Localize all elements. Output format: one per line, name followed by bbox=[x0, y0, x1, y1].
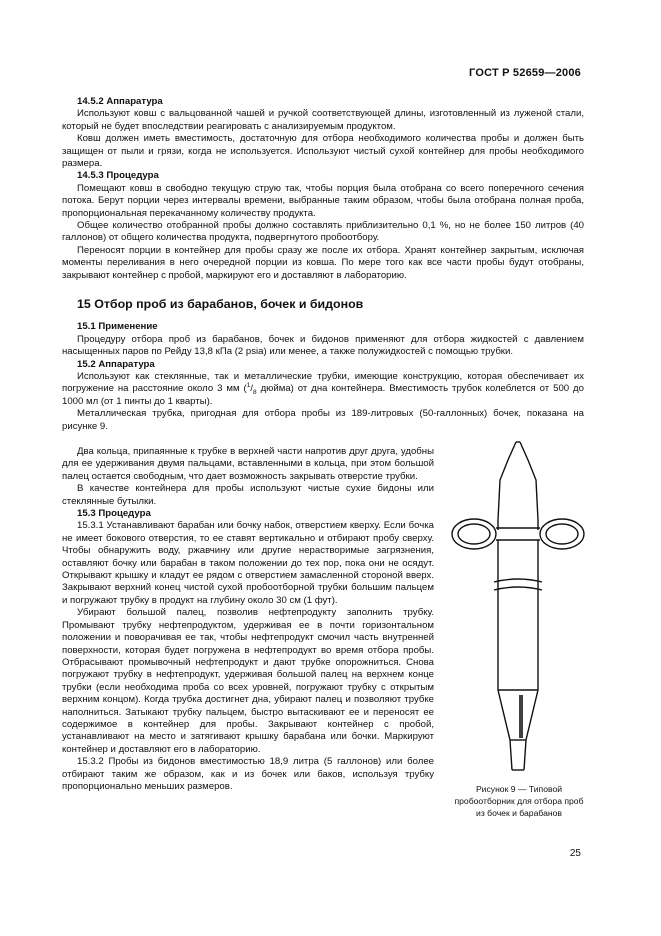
text-part: Используют как стеклянные, так и металлические трубки, имеющие конструкцию, которая обеспечивает их погружение на расстояние около 3 мм ( bbox=[62, 371, 584, 395]
tube-outline-left-top bbox=[498, 442, 516, 530]
paragraph: 15.3.2 Пробы из бидонов вместимостью 18,9 литра (5 галлонов) или более отбирают таким же образом, как и из бочек или баков, используя трубку пропорционально меньших размеров. bbox=[62, 756, 434, 792]
figure-caption: Рисунок 9 — Типовой пробоотборник для отбора проб из бочек и барабанов bbox=[454, 784, 584, 818]
document-code: ГОСТ Р 52659—2006 bbox=[469, 67, 581, 79]
section-15 bbox=[62, 298, 584, 433]
paragraph: Общее количество отобранной пробы должно составлять приблизительно 0,1 %, но не более 150 литров (40 галлонов) от общего количества продукта, подвергнутого пробоотбору. bbox=[62, 220, 584, 244]
fraction-numerator: 1 bbox=[246, 382, 251, 390]
paragraph: 15.3.1 Устанавливают барабан или бочку набок, отверстием кверху. Если бочка не имеет бокового отверстия, то ее ставят вертикально и отбирают пробу сверху. Чтобы обнаружить воду, ржавчину или другие нерастворимые загрязнения, оставляют бочку или барабан в таком положении до тех пор, пока они не осядут. Открывают крышку и кладут ее рядом с отверстием замасленной стороной вверх. Закрывают верхний конец чистой сухой пробоотборной трубки большим пальцем и погружают трубку в продукт на глубину около 30 см (1 фут). bbox=[62, 520, 434, 606]
paragraph: Металлическая трубка, пригодная для отбора пробы из 189-литровых (50-галлонных) бочек, показана на рисунке 9. bbox=[62, 408, 584, 432]
section-15-narrow bbox=[62, 446, 434, 793]
page-number: 25 bbox=[569, 848, 581, 859]
heading-14-5-3: 14.5.3 Процедура bbox=[77, 170, 159, 182]
heading-15-3: 15.3 Процедура bbox=[77, 508, 151, 520]
heading-15-1: 15.1 Применение bbox=[77, 321, 158, 333]
paragraph: Два кольца, припаянные к трубке в верхней части напротив друг друга, удобны для ее удерживания двумя пальцами, вставленными в кольца, при этом большой палец остается свободным, что дает возможность закрывать отверстие трубки. bbox=[62, 446, 434, 482]
figure-9-sampling-tube bbox=[450, 440, 590, 780]
heading-15-2: 15.2 Аппаратура bbox=[77, 358, 155, 370]
paragraph: Ковш должен иметь вместимость, достаточную для отбора необходимого количества пробы и должен быть защищен от пыли и грязи, когда не используется. Используют чистый сухой контейнер для пробы необходимого размера. bbox=[62, 133, 584, 170]
paragraph: Используют ковш с вальцованной чашей и ручкой соответствующей длины, изготовленный из луженой стали, который не будет впоследствии реагировать с анализируемым продуктом. bbox=[62, 108, 584, 132]
tube-taper-left bbox=[498, 690, 512, 770]
fraction-denominator: 8 bbox=[253, 389, 257, 397]
paragraph: Убирают большой палец, позволив нефтепродукту заполнить трубку. Промывают трубку нефтепродуктом, удерживая ее в почти горизонтальном положении и поворачивая ее так, чтобы нефтепродукт смочил часть внутренней поверхности, которая будет погружена в нефтепродукт во время отбора пробы. Отбрасывают промывочный нефтепродукт и дают трубке опорожниться. Снова погружают трубку в нефтепродукт, удерживая большой палец на верхнем конце трубки (если необходима проба со всех уровней, погружают трубку с открытым верхним концом). Когда трубка достигнет дна, убирают палец и позволяют трубке наполниться. Затыкают трубку пальцем, быстро вытаскивают ее и переносят ее содержимое в контейнер для пробы. Закрывают контейнер с пробой, устанавливают на место и затягивают крышку барабана или бочки. Маркируют контейнер и доставляют его в лабораторию. bbox=[62, 607, 434, 755]
text-part: дюйма) от дна контейнера. Вместимость трубок колеблется от 500 до 1000 мл (от 1 пинты до 1 кварты). bbox=[62, 383, 584, 407]
heading-14-5-2: 14.5.2 Аппаратура bbox=[77, 96, 163, 107]
paragraph: Переносят порции в контейнер для пробы сразу же после их отбора. Хранят контейнер закрытым, исключая моменты переливания в него очередной порции из ковша. По мере того как все части пробы будут отобраны, закрывают контейнер с пробой, маркируют его и доставляют в лабораторию. bbox=[62, 244, 584, 281]
paragraph: В качестве контейнера для пробы используют чистые сухие бидоны или стеклянные бутылки. bbox=[62, 483, 434, 507]
section-14-5 bbox=[62, 96, 584, 282]
paragraph: Процедуру отбора проб из барабанов, бочек и бидонов применяют для отбора жидкостей с давлением насыщенных паров по Рейду 13,8 кПа (2 psia) или менее, а также полужидкостей с помощью трубки. bbox=[62, 333, 584, 358]
paragraph: Используют как стеклянные, так и металлические трубки, имеющие конструкцию, которая обеспечивает их погружение на расстояние около 3 мм ($^1/_8$ дюйма) от дна контейнера. Вместимость трубок колеблется от 500 до 1000 мл (от 1 пинты до 1 кварты). bbox=[62, 371, 584, 407]
tube-outline-right-top bbox=[520, 442, 538, 530]
paragraph: Помещают ковш в свободно текущую струю так, чтобы порция была отобрана со всего поперечного сечения потока. Берут порции через интервалы времени, выбранные таким образом, чтобы была отобрана полная проба, пропорциональная перекачанному количеству продукта. bbox=[62, 182, 584, 219]
tube-taper-right bbox=[524, 690, 538, 770]
section-title: 15 Отбор проб из барабанов, бочек и бидонов bbox=[77, 297, 364, 311]
